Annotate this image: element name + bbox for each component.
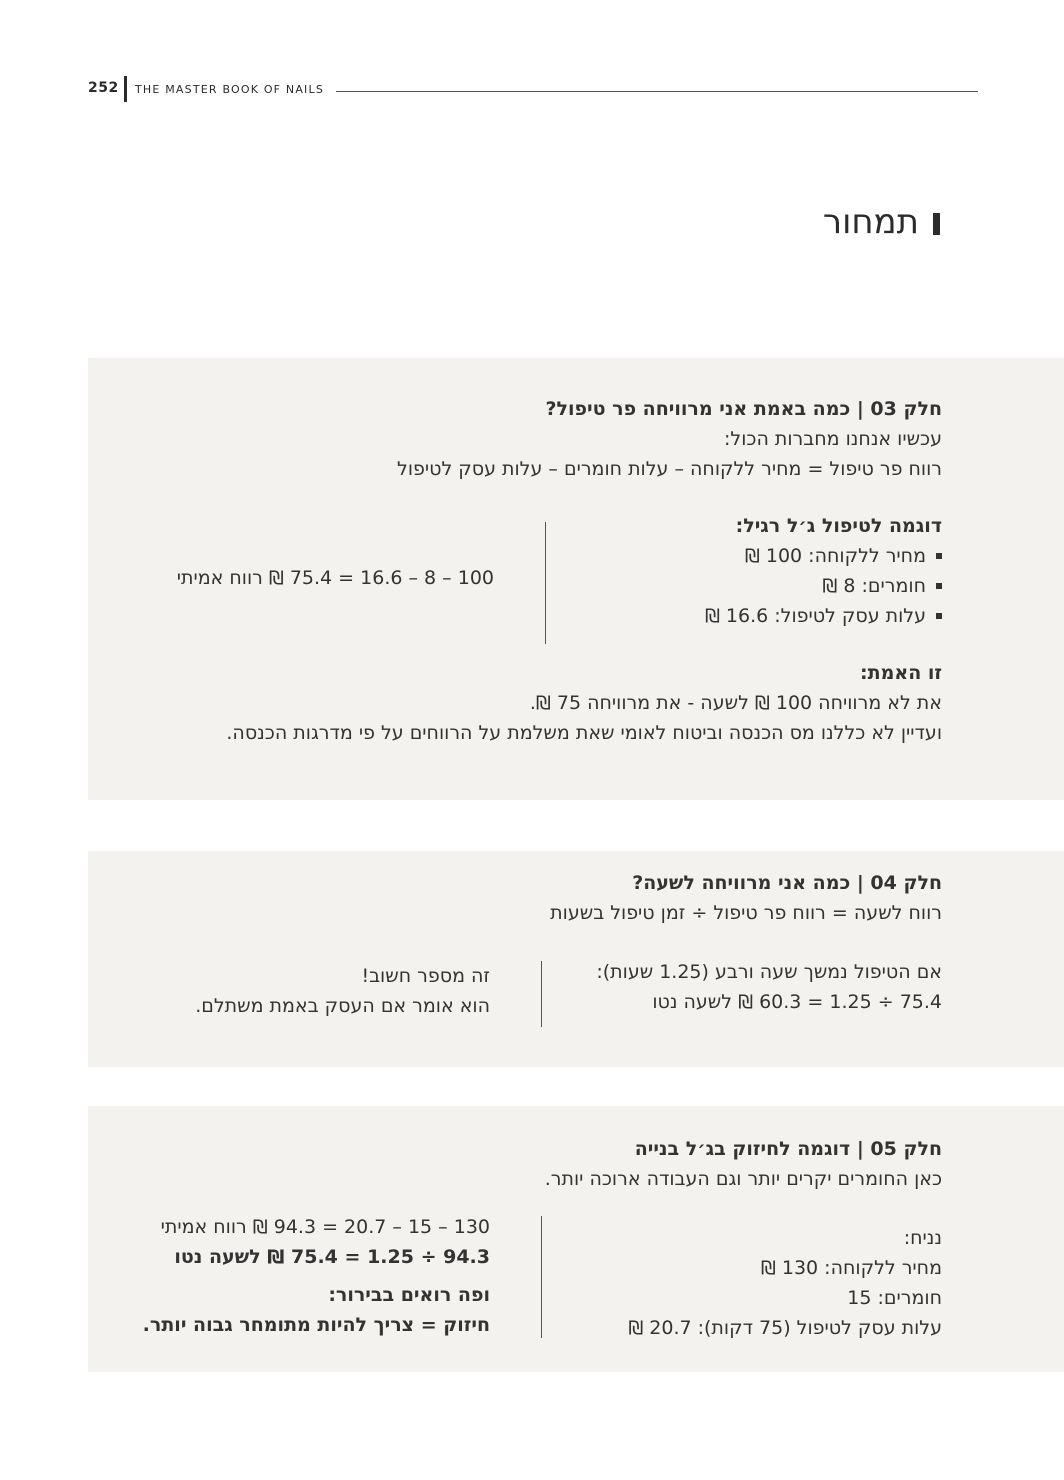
section-04-intro-block (550, 868, 942, 928)
bullet-item: מחיר ללקוחה: 100 ₪ (705, 541, 942, 571)
bullet-item: עלות עסק לטיפול: 16.6 ₪ (705, 601, 942, 631)
important-note-detail: הוא אומר אם העסק באמת משתלם. (195, 995, 490, 1017)
example-title: דוגמה לטיפול ג׳ל רגיל: (735, 515, 942, 537)
bullet-item: חומרים: 8 ₪ (705, 571, 942, 601)
section-03-intro-block (397, 394, 942, 484)
section-03-panel (88, 358, 1064, 800)
chapter-title: תמחור (822, 202, 919, 242)
column-divider (541, 1216, 542, 1338)
section-03-heading: חלק 03 | כמה באמת אני מרוויחה פר טיפול? (545, 398, 942, 420)
chapter-marker (933, 213, 940, 235)
materials-line: חומרים: 15 (847, 1287, 942, 1309)
profit-calculation: 130 – 15 – 20.7 = 94.3 ₪ רווח אמיתי (160, 1216, 490, 1238)
section-04-right-column (596, 957, 942, 1017)
column-divider (541, 961, 542, 1027)
header-divider (124, 76, 127, 102)
example-calculation: 100 – 8 – 16.6 = 75.4 ₪ רווח אמיתי (176, 567, 494, 589)
conclusion-title: ופה רואים בבירור: (328, 1284, 490, 1306)
hourly-calculation: 75.4 ÷ 1.25 = 60.3 ₪ לשעה נטו (652, 991, 942, 1013)
section-03-intro: עכשיו אנחנו מחברות הכול: (724, 428, 942, 450)
assume-label: נניח: (903, 1227, 942, 1249)
truth-block (226, 658, 942, 748)
hourly-net-calculation: 94.3 ÷ 1.25 = 75.4 ₪ לשעה נטו (174, 1246, 490, 1268)
truth-title: זו האמת: (860, 662, 942, 684)
section-04-left-column (195, 961, 490, 1021)
chapter-heading (823, 202, 940, 242)
book-title: THE MASTER BOOK OF NAILS (135, 83, 325, 96)
hourly-condition: אם הטיפול נמשך שעה ורבע (1.25 שעות): (596, 961, 942, 983)
header-rule (336, 91, 978, 92)
section-04-panel (88, 851, 1064, 1067)
section-05-right-column (628, 1223, 942, 1343)
section-03-formula: רווח פר טיפול = מחיר ללקוחה – עלות חומרים – עלות עסק לטיפול (397, 458, 942, 480)
bullet-icon (936, 553, 942, 559)
section-05-left-column (143, 1212, 490, 1340)
column-divider (545, 522, 546, 644)
conclusion-text: חיזוק = צריך להיות מתומחר גבוה יותר. (142, 1314, 490, 1336)
bullet-icon (936, 613, 942, 619)
business-cost-line: עלות עסק לטיפול (75 דקות): 20.7 ₪ (628, 1317, 942, 1339)
page-number: 252 (88, 80, 119, 96)
important-note: זה מספר חשוב! (361, 965, 490, 987)
truth-line: ועדיין לא כללנו מס הכנסה וביטוח לאומי שאת משלמת על הרווחים על פי מדרגות הכנסה. (226, 722, 942, 744)
section-05-intro: כאן החומרים יקרים יותר וגם העבודה ארוכה יותר. (544, 1168, 942, 1190)
page-header (88, 76, 978, 104)
truth-line: את לא מרוויחה 100 ₪ לשעה - את מרוויחה 75 ₪. (529, 692, 942, 714)
section-04-formula: רווח לשעה = רווח פר טיפול ÷ זמן טיפול בשעות (550, 902, 942, 924)
price-line: מחיר ללקוחה: 130 ₪ (760, 1257, 942, 1279)
section-04-heading: חלק 04 | כמה אני מרוויחה לשעה? (632, 872, 942, 894)
section-05-panel (88, 1106, 1064, 1372)
section-05-heading: חלק 05 | דוגמה לחיזוק בג׳ל בנייה (634, 1138, 942, 1160)
example-block (705, 511, 942, 631)
section-05-intro-block (545, 1134, 942, 1194)
bullet-icon (936, 583, 942, 589)
